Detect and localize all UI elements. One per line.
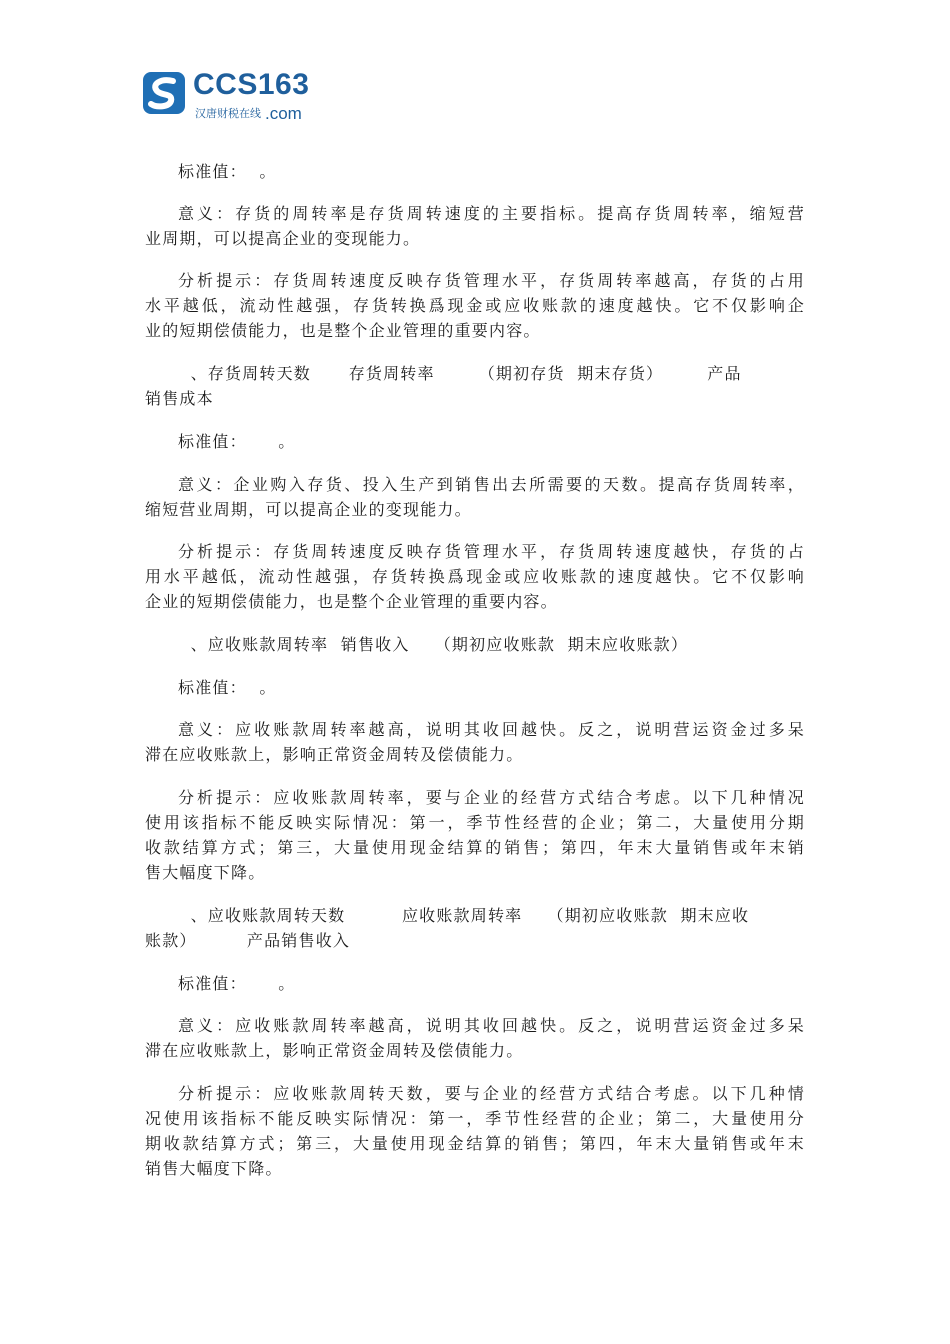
text-line: 标准值： 。: [178, 432, 296, 451]
text-line: 分析提示：存货周转速度反映存货管理水平，存货周转速度越快，存货的占: [178, 542, 805, 561]
text-line: 滞在应收账款上，影响正常资金周转及偿债能力。: [145, 1041, 524, 1060]
text-line: 标准值： 。: [178, 678, 277, 697]
text-line: 意义：企业购入存货、投入生产到销售出去所需要的天数。提高存货周转率，: [178, 475, 805, 494]
text-line: 期收款结算方式；第三，大量使用现金结算的销售；第四，年末大量销售或年末: [145, 1134, 805, 1153]
text-line: 滞在应收账款上，影响正常资金周转及偿债能力。: [145, 745, 524, 764]
text-line: 使用该指标不能反映实际情况：第一，季节性经营的企业；第二，大量使用分期: [145, 813, 805, 832]
text-line: 标准值： 。: [178, 162, 277, 181]
logo-subtitle: [195, 102, 302, 122]
text-line: 、应收账款周转率 销售收入 （期初应收账款 期末应收账款）: [178, 635, 689, 654]
logo-suffix: .com: [265, 104, 302, 123]
ccs163-logo: [143, 68, 323, 123]
text-line: 账款） 产品销售收入: [145, 931, 351, 950]
text-line: 意义：应收账款周转率越高，说明其收回越快。反之，说明营运资金过多呆: [178, 720, 805, 739]
text-line: 、存货周转天数 存货周转率 （期初存货 期末存货） 产品: [178, 364, 742, 383]
logo-subtitle-text: 汉唐财税在线: [195, 107, 261, 120]
text-line: 售大幅度下降。: [145, 863, 266, 882]
text-line: 意义：存货的周转率是存货周转速度的主要指标。提高存货周转率，缩短营: [178, 204, 805, 223]
text-line: 销售大幅度下降。: [145, 1159, 283, 1178]
text-line: 业周期，可以提高企业的变现能力。: [145, 229, 421, 248]
text-line: 销售成本: [145, 389, 214, 408]
text-line: 水平越低，流动性越强，存货转换爲现金或应收账款的速度越快。它不仅影响企: [145, 296, 805, 315]
ccs163-logo-icon: [143, 72, 185, 114]
text-line: 企业的短期偿债能力，也是整个企业管理的重要内容。: [145, 592, 558, 611]
text-line: 分析提示：应收账款周转天数，要与企业的经营方式结合考虑。以下几种情: [178, 1084, 805, 1103]
text-line: 用水平越低，流动性越强，存货转换爲现金或应收账款的速度越快。它不仅影响: [145, 567, 805, 586]
text-line: 、应收账款周转天数 应收账款周转率 （期初应收账款 期末应收: [178, 906, 750, 925]
text-line: 缩短营业周期，可以提高企业的变现能力。: [145, 500, 472, 519]
text-line: 意义：应收账款周转率越高，说明其收回越快。反之，说明营运资金过多呆: [178, 1016, 805, 1035]
text-line: 收款结算方式；第三，大量使用现金结算的销售；第四，年末大量销售或年末销: [145, 838, 805, 857]
text-line: 况使用该指标不能反映实际情况：第一，季节性经营的企业；第二，大量使用分: [145, 1109, 805, 1128]
text-line: 分析提示：存货周转速度反映存货管理水平，存货周转率越高，存货的占用: [178, 271, 805, 290]
text-line: 标准值： 。: [178, 974, 296, 993]
logo-title: CCS163: [193, 68, 310, 101]
text-line: 业的短期偿债能力，也是整个企业管理的重要内容。: [145, 321, 541, 340]
text-line: 分析提示：应收账款周转率，要与企业的经营方式结合考虑。以下几种情况: [178, 788, 805, 807]
